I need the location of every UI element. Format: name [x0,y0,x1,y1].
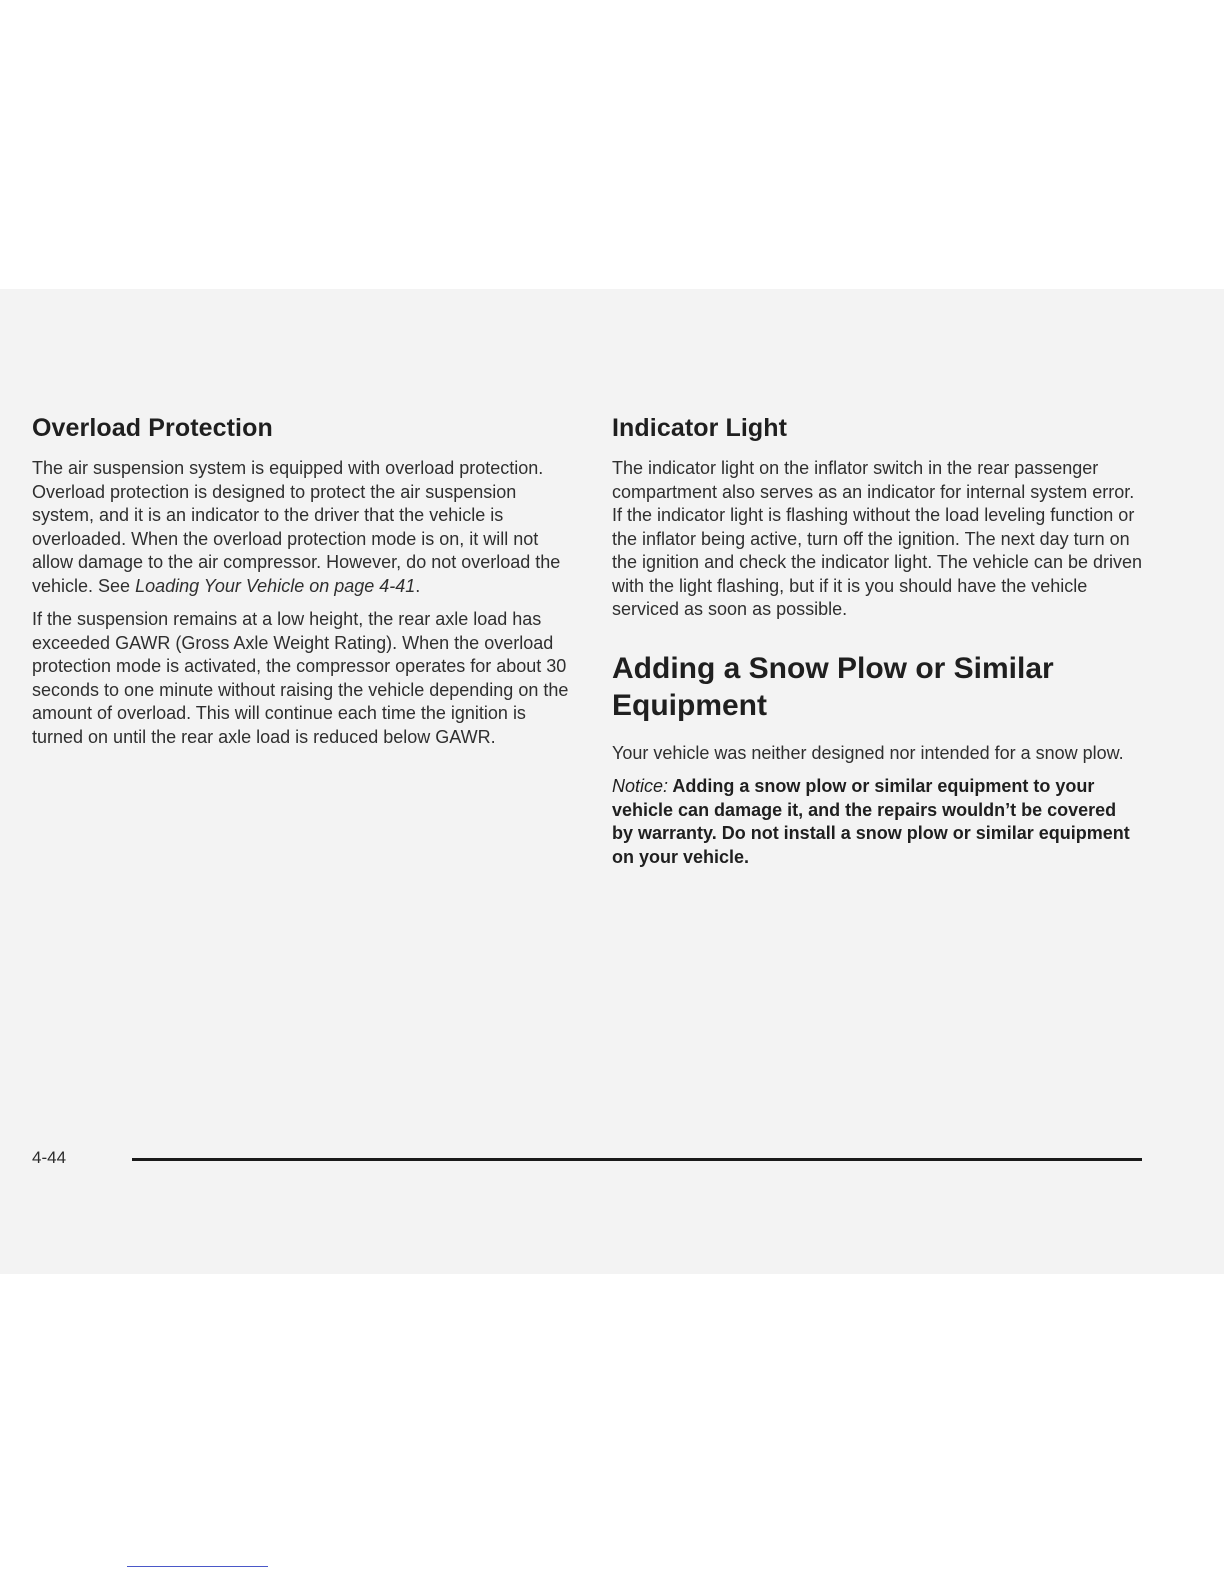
notice-paragraph [612,775,1142,869]
snow-plow-heading: Adding a Snow Plow or Similar Equipment [612,651,1054,722]
left-column [32,414,572,759]
notice-label: Notice: [612,776,669,796]
overload-paragraph-1 [32,457,572,598]
overload-protection-heading: Overload Protection [32,414,273,442]
loading-vehicle-reference: Loading Your Vehicle on page 4-41 [135,575,416,596]
link-underline [127,1566,268,1567]
indicator-light-heading: Indicator Light [612,414,788,442]
snow-plow-paragraph: Your vehicle was neither designed nor intended for a snow plow. [612,742,1124,763]
overload-paragraph-1-end: . [415,575,421,596]
overload-paragraph-2: If the suspension remains at a low height, the rear axle load has exceeded GAWR (Gross Axle Weight Rating). When the overload protection mode is activated, the compressor operates for about 30 seconds to one minute without raising the vehicle depending on the amount of overload. This will continue each time the ignition is turned on until the rear axle load is reduced below GAWR. [32,609,569,747]
indicator-light-paragraph: The indicator light on the inflator switch in the rear passenger compartment also serves as an indicator for internal system error. If the indicator light is flashing without the load leveling function or the inflator being active, turn off the ignition. The next day turn on the ignition and check the indicator light. The vehicle can be driven with the light flashing, but if it is you should have the vehicle serviced as soon as possible. [612,458,1142,619]
page-number: 4-44 [32,1148,67,1167]
overload-paragraph-1-text: The air suspension system is equipped with overload protection. Overload protection is designed to protect the air suspension system, and it is an indicator to the driver that the vehicle is overloaded. When the overload protection mode is on, it will not allow damage to the air compressor. However, do not overload the vehicle. See [32,458,561,596]
right-column [612,414,1142,869]
notice-text: Adding a snow plow or similar equipment to your vehicle can damage it, and the repairs wouldn’t be covered by warranty. Do not install a snow plow or similar equipment on your vehicle. [612,776,1130,867]
footer-rule [132,1158,1142,1161]
